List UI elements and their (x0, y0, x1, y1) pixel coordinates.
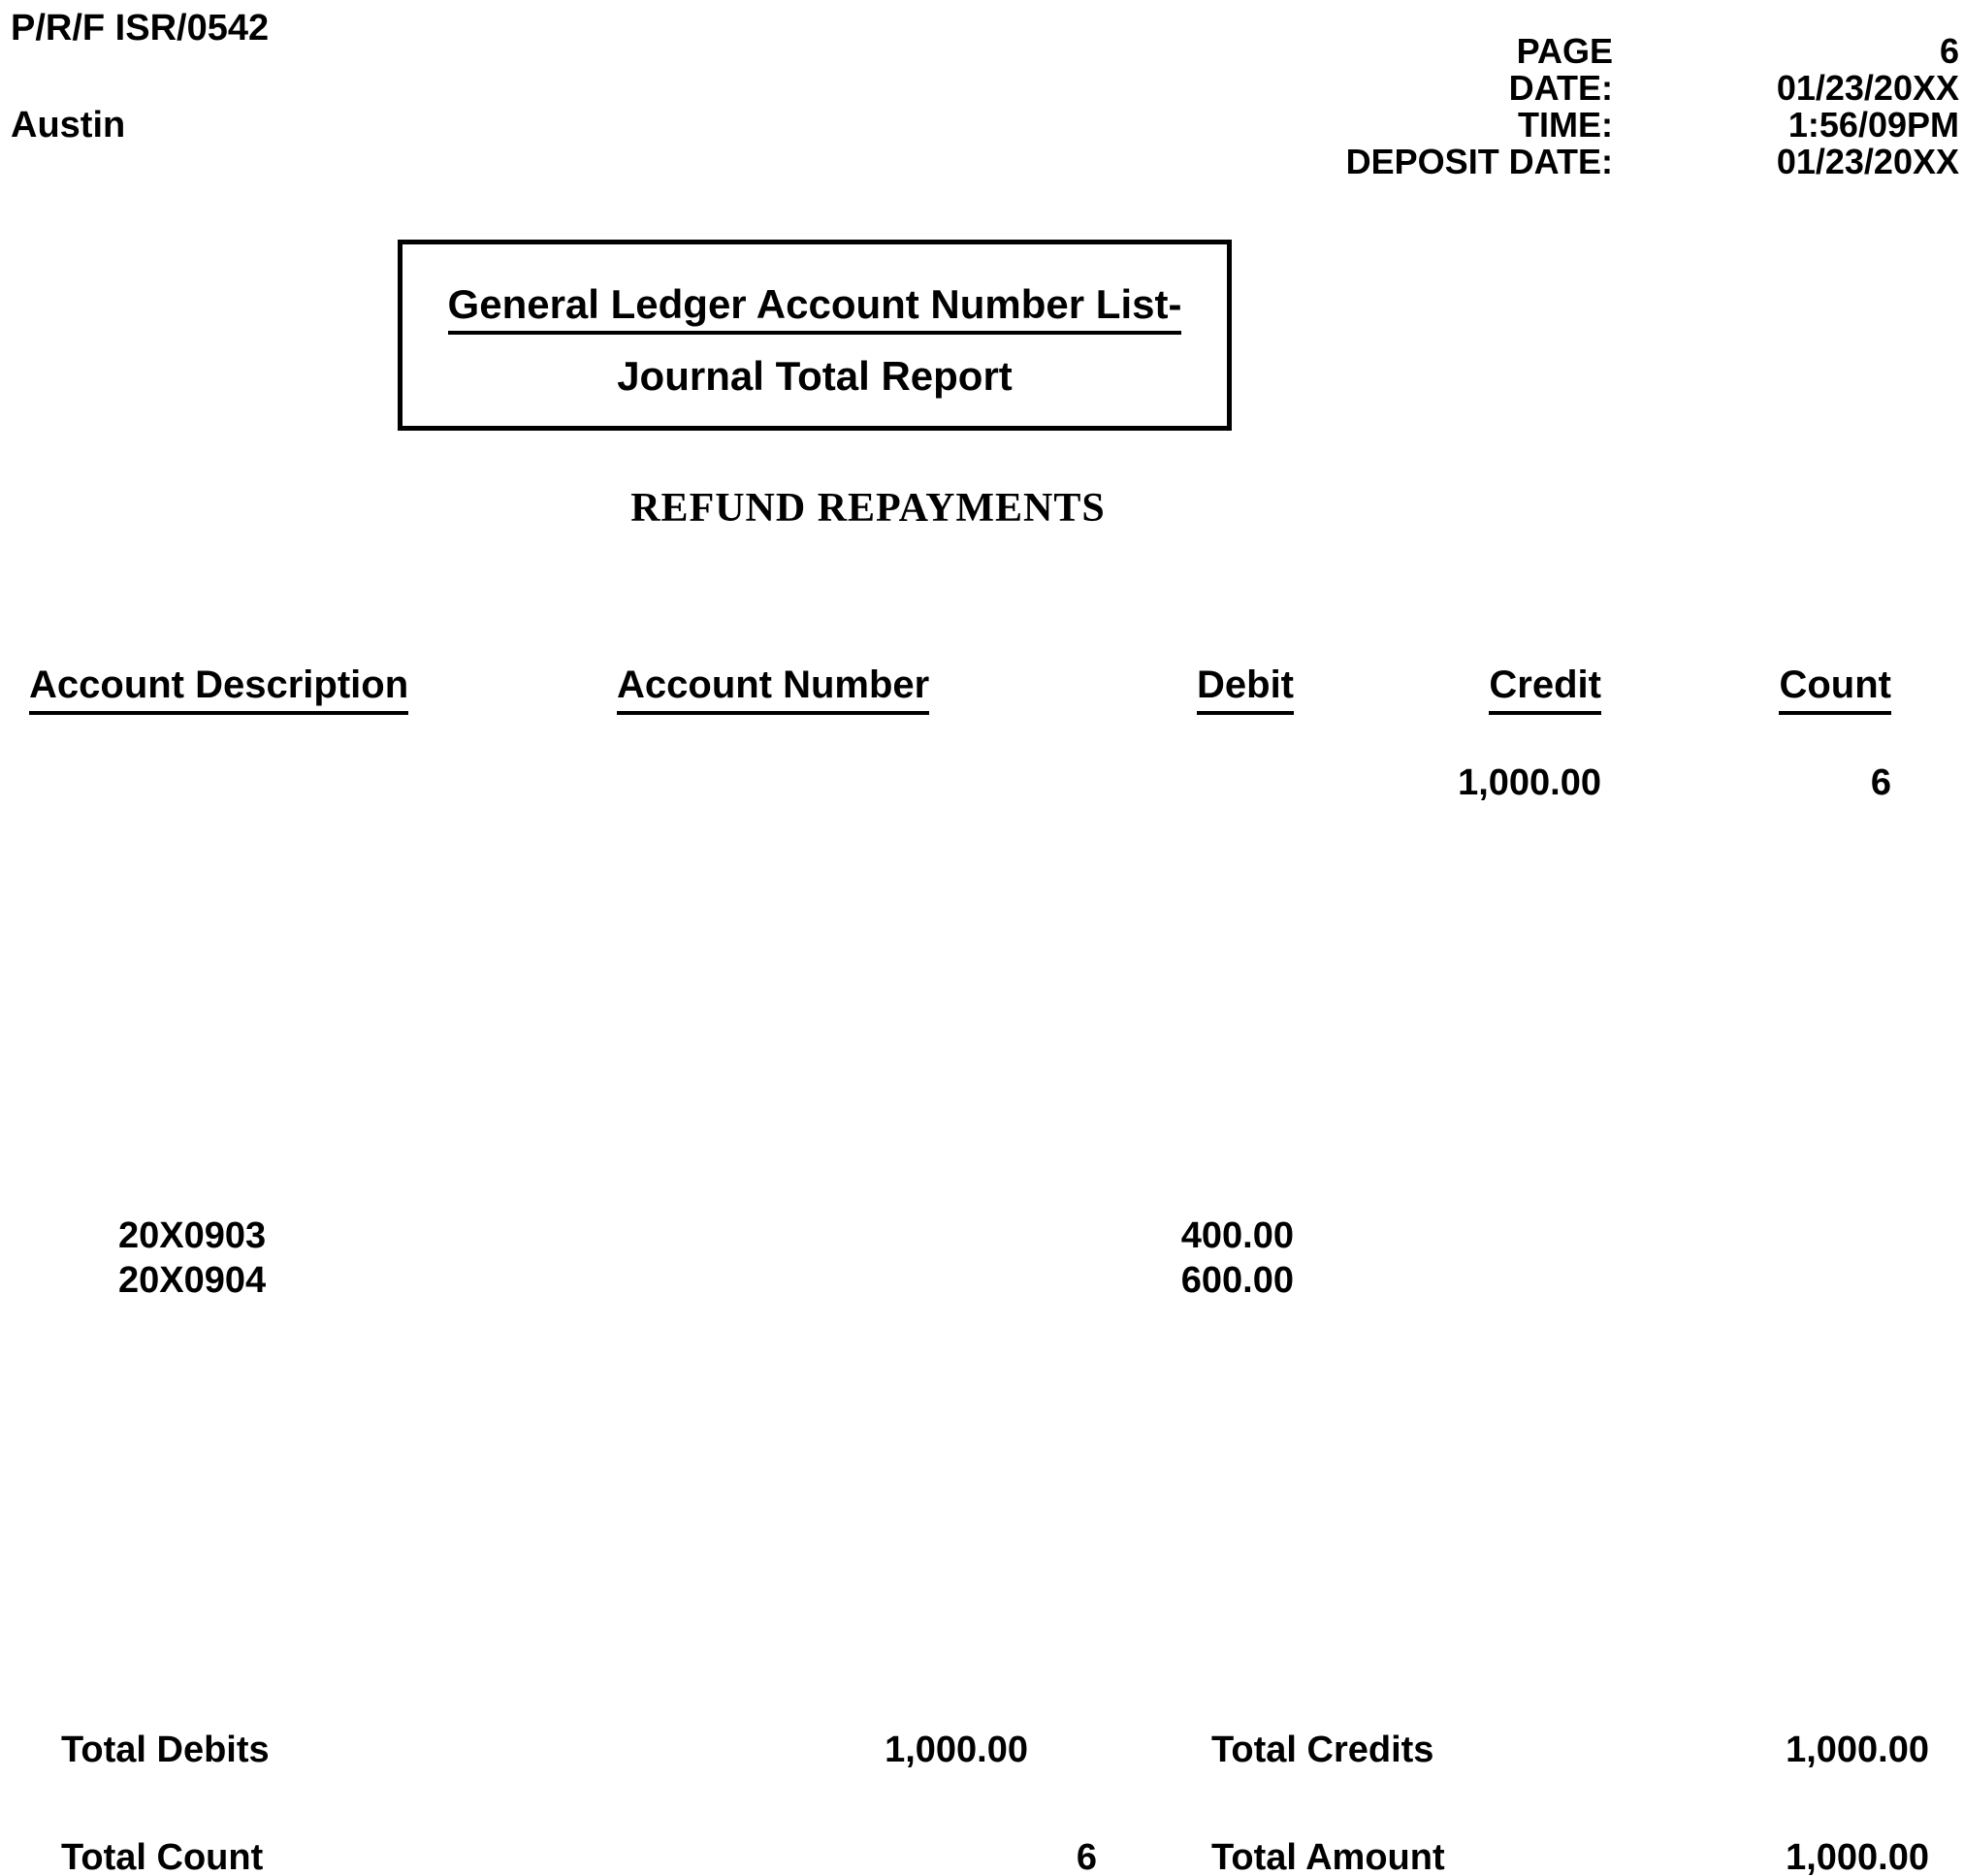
time-value: 1:56/09PM (1787, 105, 1959, 145)
debit-amount-cell: 600.00 (1180, 1260, 1294, 1301)
total-credits-value: 1,000.00 (1786, 1730, 1929, 1770)
column-header-account-number-text: Account Number (617, 663, 929, 715)
summary-credit-value: 1,000.00 (1458, 762, 1601, 803)
column-header-count-text: Count (1779, 663, 1891, 715)
report-title-line2: Journal Total Report (617, 353, 1013, 399)
column-header-debit-text: Debit (1197, 663, 1294, 715)
deposit-date-info-row (1067, 144, 1959, 180)
total-count-label: Total Count (61, 1837, 264, 1876)
report-code: P/R/F ISR/0542 (11, 8, 270, 49)
column-header-account-description-text: Account Description (29, 663, 408, 715)
account-number-cell: 20X0903 (118, 1215, 267, 1256)
report-title-line1-text: General Ledger Account Number List- (448, 281, 1182, 335)
summary-count-value: 6 (1870, 762, 1891, 803)
time-label: TIME: (1518, 105, 1613, 145)
account-number-cell: 20X0904 (118, 1260, 267, 1301)
location-label: Austin (11, 105, 126, 146)
total-amount-value: 1,000.00 (1786, 1837, 1929, 1876)
column-header-credit (1407, 663, 1601, 707)
date-label: DATE: (1508, 68, 1613, 108)
deposit-date-label: DEPOSIT DATE: (1345, 142, 1613, 181)
column-header-credit-text: Credit (1489, 663, 1601, 715)
time-info-row (1067, 107, 1959, 144)
deposit-date-value: 01/23/20XX (1776, 142, 1959, 181)
date-value: 01/23/20XX (1776, 68, 1959, 108)
section-heading: REFUND REPAYMENTS (630, 486, 1106, 531)
column-header-debit (1100, 663, 1294, 707)
total-credits-label: Total Credits (1211, 1730, 1434, 1770)
total-count-value: 6 (1076, 1837, 1097, 1876)
report-title-box (398, 240, 1232, 431)
column-header-account-number (617, 663, 929, 707)
column-header-account-description (29, 663, 408, 707)
page-info-block (1067, 33, 1959, 180)
page-label: PAGE (1516, 31, 1613, 71)
debit-amount-cell: 400.00 (1180, 1215, 1294, 1256)
page-info-row (1067, 33, 1959, 70)
total-amount-label: Total Amount (1211, 1837, 1445, 1876)
date-info-row (1067, 70, 1959, 107)
total-debits-label: Total Debits (61, 1730, 270, 1770)
page-value: 6 (1939, 31, 1959, 71)
report-title-line1 (402, 281, 1227, 328)
total-debits-value: 1,000.00 (885, 1730, 1028, 1770)
column-header-count (1701, 663, 1891, 707)
